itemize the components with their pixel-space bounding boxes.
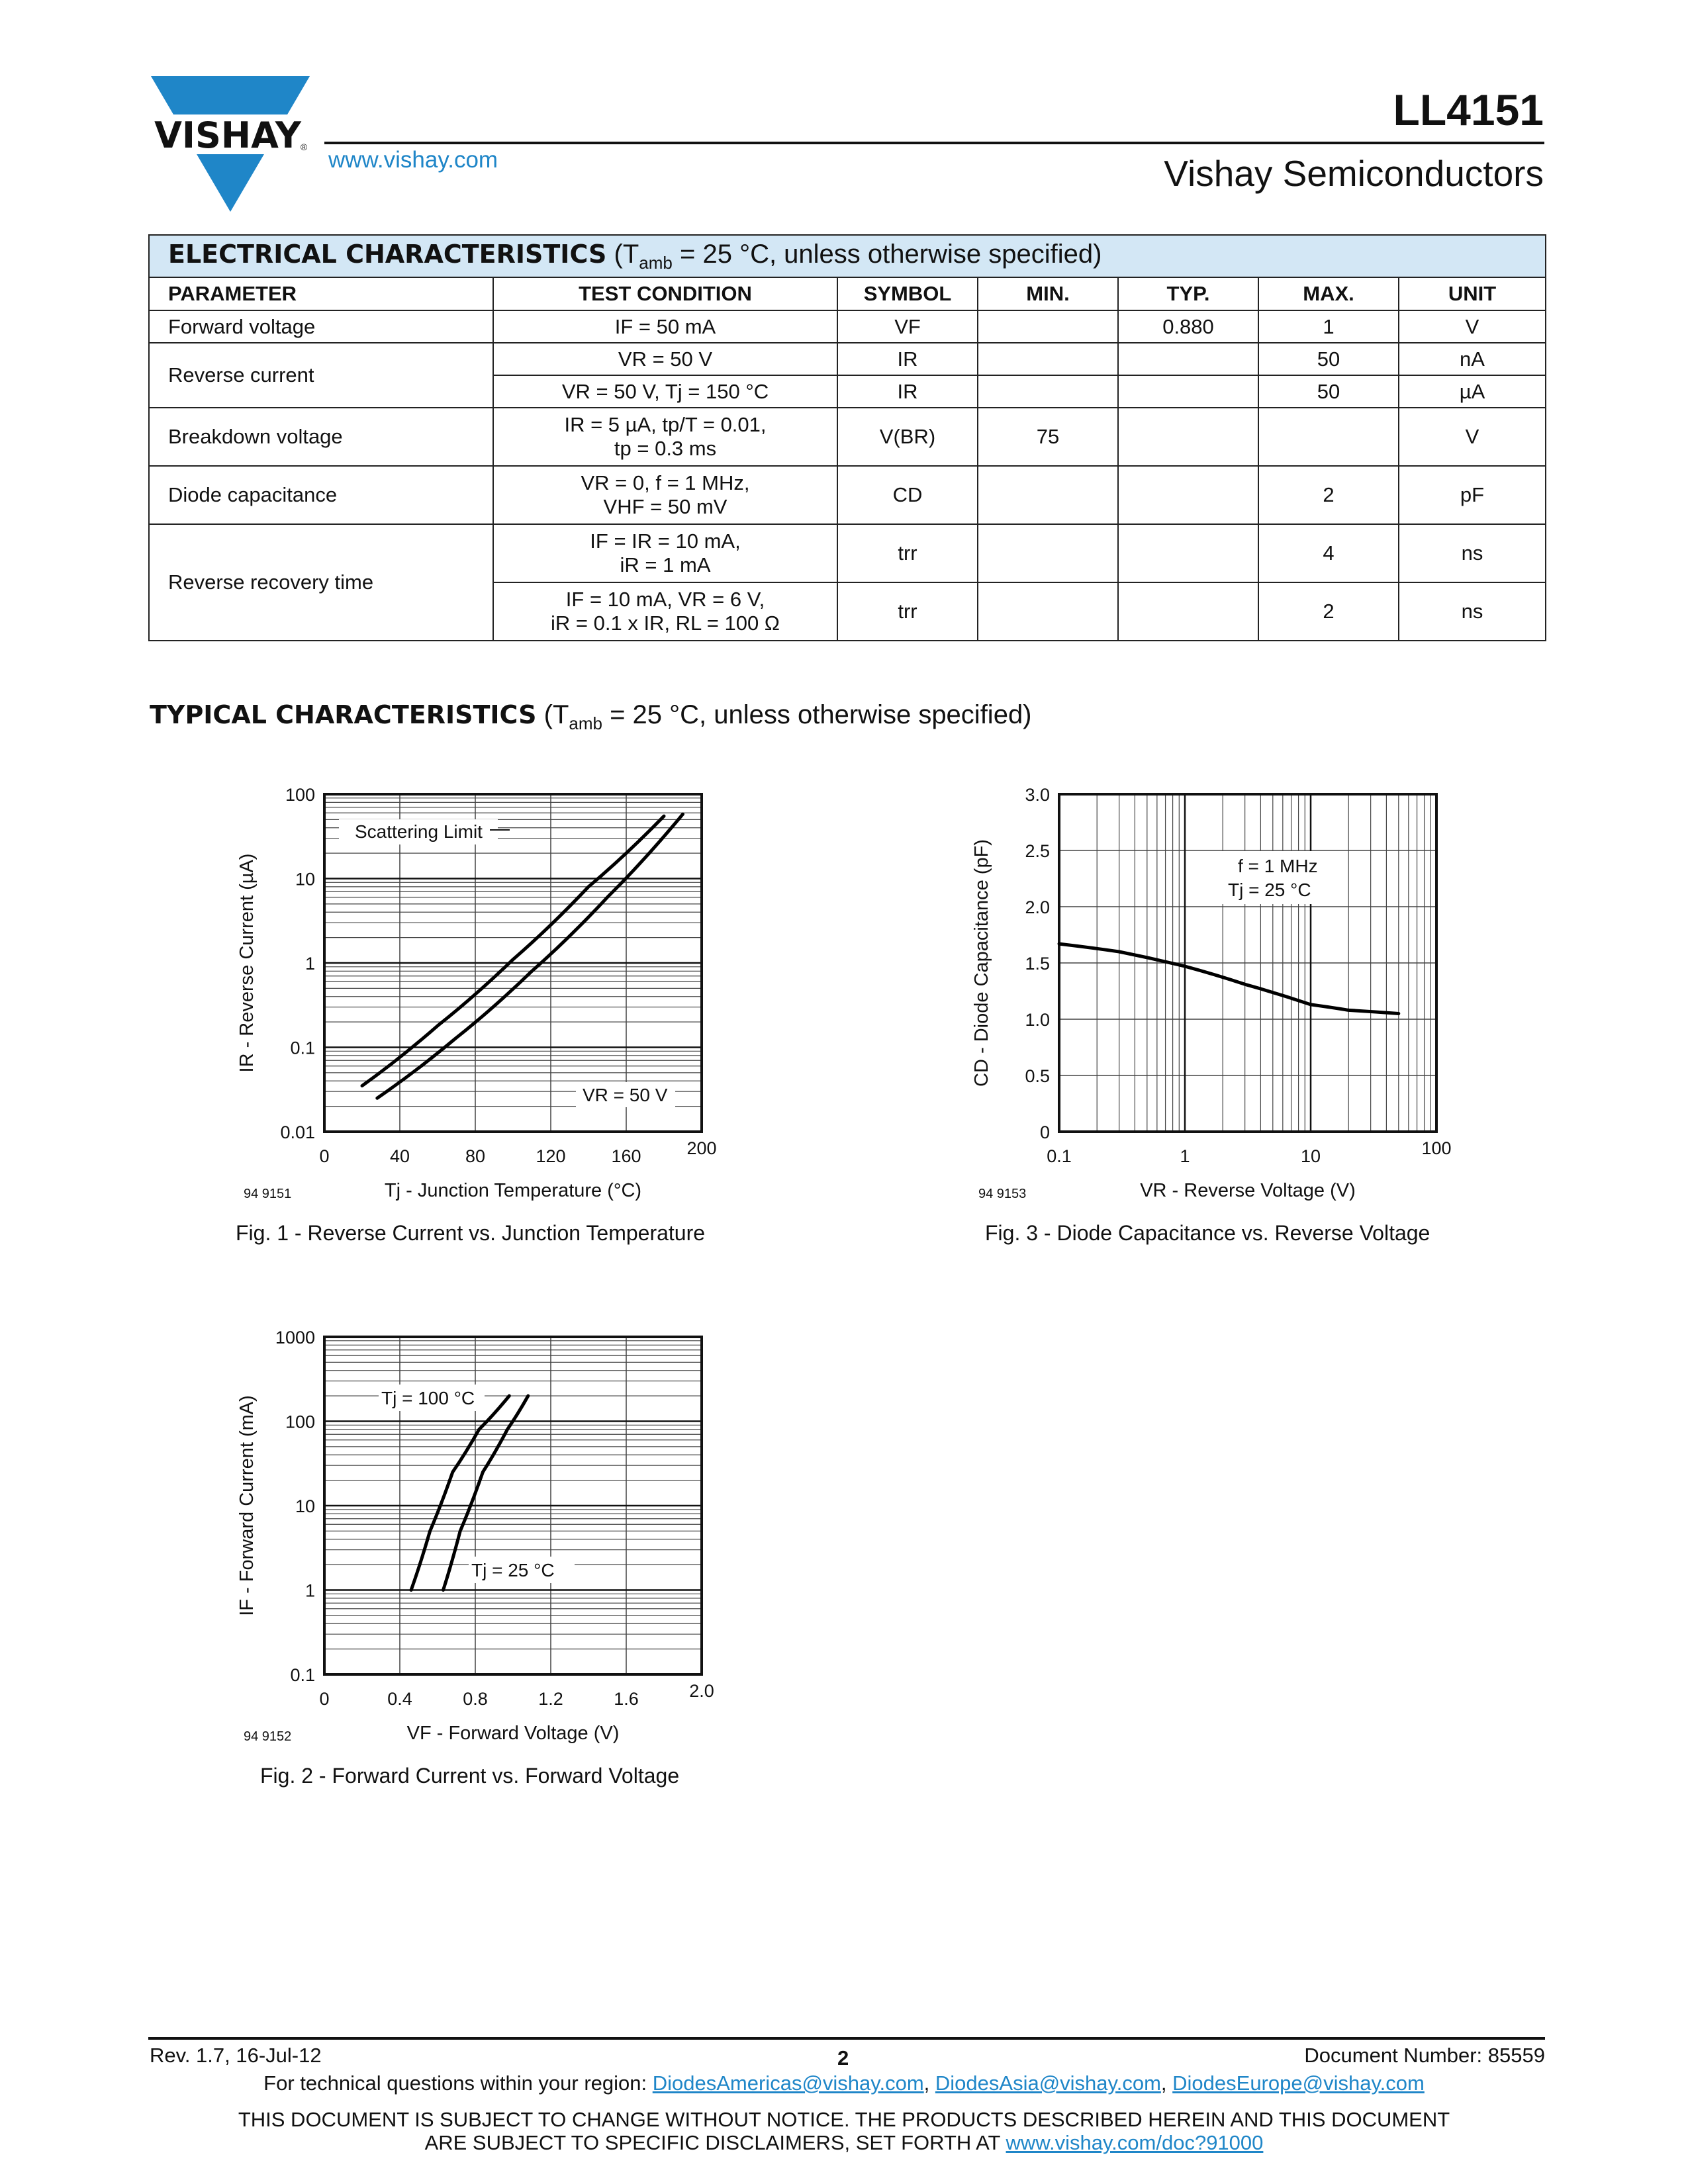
x-tick-label: 0 bbox=[319, 1146, 330, 1166]
document-number: Document Number: 85559 bbox=[1304, 2044, 1545, 2067]
col-header: TYP. bbox=[1118, 277, 1258, 310]
table-header-row bbox=[149, 277, 1546, 310]
header-rule bbox=[324, 142, 1544, 144]
y-axis-label: IF - Forward Current (mA) bbox=[236, 1395, 258, 1616]
unit-cell: V bbox=[1399, 408, 1546, 466]
y-axis-label: CD - Diode Capacitance (pF) bbox=[971, 839, 992, 1087]
y-tick-label: 1000 bbox=[275, 1328, 315, 1347]
col-header: MAX. bbox=[1258, 277, 1399, 310]
revision: Rev. 1.7, 16-Jul-12 bbox=[150, 2044, 322, 2067]
y-tick-label: 1 bbox=[305, 1580, 315, 1601]
min-cell: 75 bbox=[978, 408, 1118, 466]
y-tick-label: 1.5 bbox=[1025, 954, 1050, 974]
annotation-tj100: Tj = 100 °C bbox=[381, 1388, 475, 1408]
logo-wordmark: VISHAY bbox=[154, 114, 301, 156]
max-cell: 4 bbox=[1258, 524, 1399, 582]
param-cell: Breakdown voltage bbox=[149, 408, 493, 466]
condition-cell: IF = IR = 10 mA, iR = 1 mA bbox=[493, 524, 837, 582]
y-tick-label: 2.0 bbox=[1025, 897, 1050, 917]
company-name: Vishay Semiconductors bbox=[1164, 153, 1544, 194]
y-tick-label: 3.0 bbox=[1025, 785, 1050, 805]
email-asia-link[interactable]: DiodesAsia@vishay.com bbox=[935, 2071, 1161, 2095]
symbol-cell: IR bbox=[837, 375, 978, 408]
x-tick-label: 0.8 bbox=[463, 1689, 488, 1709]
footer-notice: THIS DOCUMENT IS SUBJECT TO CHANGE WITHOUT NOTICE. THE PRODUCTS DESCRIBED HEREIN AND THIS DOCUMENT ARE SUBJECT TO SPECIFIC DISCLAIMERS, SET FORTH AT www.vishay.com/doc?91000 bbox=[238, 2108, 1450, 2154]
condition-cell: VR = 50 V, Tj = 150 °C bbox=[493, 375, 837, 408]
series-line bbox=[1059, 944, 1399, 1013]
disclaimer-link[interactable]: www.vishay.com/doc?91000 bbox=[1006, 2131, 1264, 2154]
figure-code: 94 9151 bbox=[244, 1187, 292, 1201]
y-axis-label: IR - Reverse Current (µA) bbox=[236, 853, 258, 1073]
figure-code: 94 9153 bbox=[978, 1187, 1027, 1201]
symbol-cell: CD bbox=[837, 466, 978, 524]
y-tick-label: 1.0 bbox=[1025, 1010, 1050, 1030]
x-tick-label: 100 bbox=[1421, 1138, 1452, 1158]
table-row bbox=[149, 310, 1546, 343]
chart-fig1 bbox=[225, 761, 741, 1205]
y-tick-label: 0.5 bbox=[1025, 1066, 1050, 1086]
x-tick-label: 0.1 bbox=[1047, 1146, 1072, 1166]
y-tick-label: 0.1 bbox=[290, 1665, 315, 1685]
max-cell: 1 bbox=[1258, 310, 1399, 343]
col-header: TEST CONDITION bbox=[493, 277, 837, 310]
symbol-cell: V(BR) bbox=[837, 408, 978, 466]
condition-cell: VR = 50 V bbox=[493, 343, 837, 375]
email-americas-link[interactable]: DiodesAmericas@vishay.com bbox=[652, 2071, 924, 2095]
footer-rule bbox=[148, 2037, 1545, 2040]
logo-registered-mark: ® bbox=[300, 142, 308, 152]
figure-code: 94 9152 bbox=[244, 1729, 292, 1744]
max-cell: 2 bbox=[1258, 582, 1399, 641]
x-tick-label: 1 bbox=[1180, 1146, 1190, 1166]
chart-fig3 bbox=[960, 761, 1476, 1205]
annotation-tj25: Tj = 25 °C bbox=[471, 1560, 555, 1580]
max-cell: 50 bbox=[1258, 375, 1399, 408]
site-url-link[interactable]: www.vishay.com bbox=[328, 147, 498, 173]
annotation-freq: f = 1 MHz bbox=[1238, 856, 1318, 876]
col-header: UNIT bbox=[1399, 277, 1546, 310]
annotation-vr: VR = 50 V bbox=[583, 1085, 668, 1105]
page-number: 2 bbox=[837, 2046, 849, 2070]
col-header: PARAMETER bbox=[149, 277, 493, 310]
table-row bbox=[149, 524, 1546, 582]
annotation-tj: Tj = 25 °C bbox=[1228, 880, 1311, 900]
y-tick-label: 0 bbox=[1039, 1122, 1050, 1142]
y-tick-label: 100 bbox=[285, 785, 315, 805]
y-tick-label: 100 bbox=[285, 1412, 315, 1432]
param-cell: Reverse current bbox=[149, 343, 493, 408]
symbol-cell: VF bbox=[837, 310, 978, 343]
unit-cell: ns bbox=[1399, 582, 1546, 641]
chart-fig2 bbox=[225, 1304, 741, 1747]
x-tick-label: 80 bbox=[465, 1146, 486, 1166]
annotation-scattering: Scattering Limit bbox=[355, 821, 483, 842]
x-tick-label: 200 bbox=[686, 1138, 717, 1158]
x-tick-label: 40 bbox=[389, 1146, 410, 1166]
max-cell: 50 bbox=[1258, 343, 1399, 375]
fig1-caption: Fig. 1 - Reverse Current vs. Junction Temperature bbox=[236, 1221, 706, 1245]
condition-cell: IF = 50 mA bbox=[493, 310, 837, 343]
y-tick-label: 0.1 bbox=[290, 1038, 315, 1058]
symbol-cell: trr bbox=[837, 524, 978, 582]
x-axis-label: VR - Reverse Voltage (V) bbox=[1140, 1180, 1356, 1201]
unit-cell: µA bbox=[1399, 375, 1546, 408]
unit-cell: ns bbox=[1399, 524, 1546, 582]
y-tick-label: 1 bbox=[305, 954, 315, 974]
typ-cell: 0.880 bbox=[1118, 310, 1258, 343]
series-line bbox=[362, 816, 664, 1086]
param-cell: Diode capacitance bbox=[149, 466, 493, 524]
col-header: MIN. bbox=[978, 277, 1118, 310]
x-axis-label: Tj - Junction Temperature (°C) bbox=[384, 1180, 642, 1201]
y-tick-label: 2.5 bbox=[1025, 841, 1050, 861]
param-cell: Forward voltage bbox=[149, 310, 493, 343]
y-tick-label: 10 bbox=[295, 869, 315, 889]
x-tick-label: 10 bbox=[1300, 1146, 1321, 1166]
unit-cell: V bbox=[1399, 310, 1546, 343]
table-row bbox=[149, 466, 1546, 524]
unit-cell: nA bbox=[1399, 343, 1546, 375]
x-tick-label: 1.2 bbox=[538, 1689, 563, 1709]
vishay-logo bbox=[151, 76, 310, 212]
condition-cell: VR = 0, f = 1 MHz, VHF = 50 mV bbox=[493, 466, 837, 524]
symbol-cell: IR bbox=[837, 343, 978, 375]
col-header: SYMBOL bbox=[837, 277, 978, 310]
fig2-caption: Fig. 2 - Forward Current vs. Forward Voltage bbox=[260, 1764, 680, 1788]
email-europe-link[interactable]: DiodesEurope@vishay.com bbox=[1172, 2071, 1425, 2095]
x-axis-label: VF - Forward Voltage (V) bbox=[406, 1723, 620, 1744]
x-tick-label: 0.4 bbox=[387, 1689, 412, 1709]
fig3-caption: Fig. 3 - Diode Capacitance vs. Reverse Voltage bbox=[985, 1221, 1430, 1245]
part-number: LL4151 bbox=[1393, 85, 1544, 134]
x-tick-label: 160 bbox=[611, 1146, 641, 1166]
table-row bbox=[149, 343, 1546, 375]
x-tick-label: 0 bbox=[319, 1689, 330, 1709]
footer-questions: For technical questions within your region: DiodesAmericas@vishay.com, DiodesAsia@vishay.com, DiodesEurope@vishay.com bbox=[263, 2071, 1425, 2095]
min-cell bbox=[978, 310, 1118, 343]
x-tick-label: 120 bbox=[536, 1146, 566, 1166]
unit-cell: pF bbox=[1399, 466, 1546, 524]
electrical-characteristics-table bbox=[148, 234, 1546, 641]
param-cell: Reverse recovery time bbox=[149, 524, 493, 641]
max-cell: 2 bbox=[1258, 466, 1399, 524]
condition-cell: IR = 5 µA, tp/T = 0.01, tp = 0.3 ms bbox=[493, 408, 837, 466]
symbol-cell: trr bbox=[837, 582, 978, 641]
x-tick-label: 2.0 bbox=[689, 1681, 714, 1701]
condition-cell: IF = 10 mA, VR = 6 V, iR = 0.1 x IR, RL = 100 Ω bbox=[493, 582, 837, 641]
y-tick-label: 10 bbox=[295, 1496, 315, 1516]
typical-characteristics-heading: TYPICAL CHARACTERISTICS ($T_{amb} = 25$ °C, unless otherwise specified) bbox=[150, 700, 1032, 733]
x-tick-label: 1.6 bbox=[614, 1689, 639, 1709]
table-title: ELECTRICAL CHARACTERISTICS ($T_{amb} = 25$ °C, unless otherwise specified) bbox=[149, 235, 1546, 277]
table-row bbox=[149, 408, 1546, 466]
y-tick-label: 0.01 bbox=[280, 1122, 315, 1142]
